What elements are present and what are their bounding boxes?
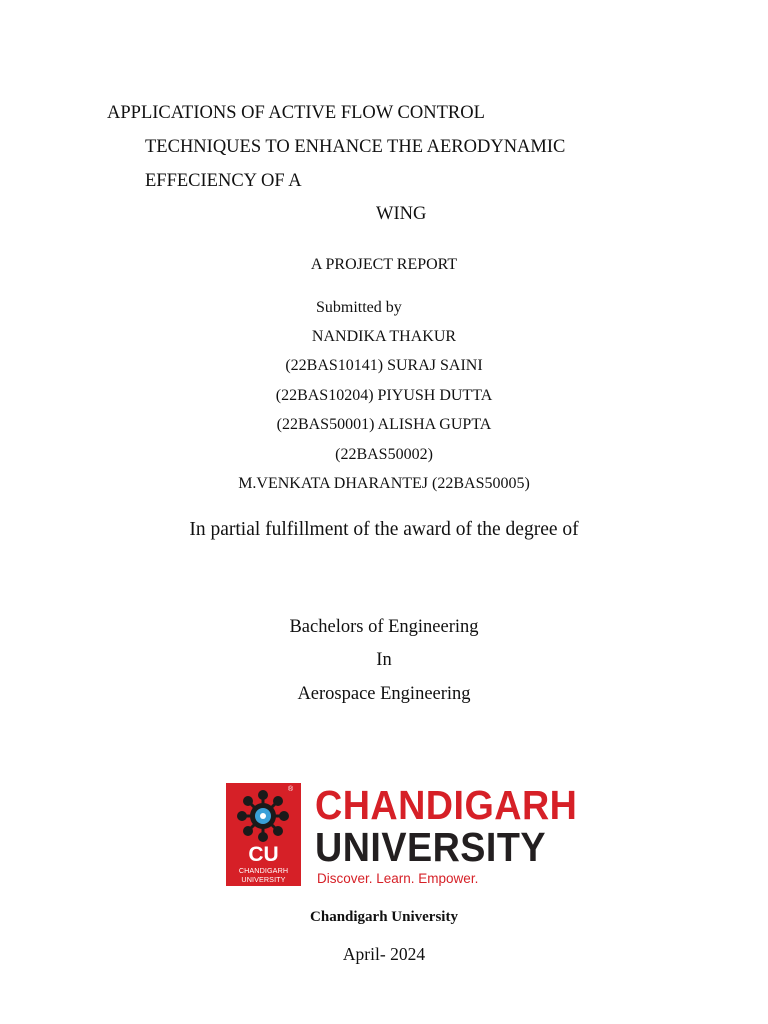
author-line-5: (22BAS50002)	[335, 446, 433, 463]
university-logo	[226, 782, 578, 886]
emblem-wheel-icon	[234, 787, 292, 845]
brand-line-2: UNIVERSITY	[315, 824, 546, 870]
degree-connector: In	[376, 650, 392, 670]
author-line-4: (22BAS50001) ALISHA GUPTA	[276, 416, 492, 433]
author-line-2: (22BAS10141) SURAJ SAINI	[285, 357, 483, 374]
degree-field: Aerospace Engineering	[297, 684, 471, 704]
title-line-2: TECHNIQUES TO ENHANCE THE AERODYNAMIC	[145, 137, 566, 157]
author-line-3: (22BAS10204) PIYUSH DUTTA	[275, 387, 493, 404]
title-line-3: EFFECIENCY OF A	[145, 171, 302, 191]
author-line-6: M.VENKATA DHARANTEJ (22BAS50005)	[238, 475, 530, 492]
report-type: A PROJECT REPORT	[310, 256, 458, 273]
fulfillment-statement: In partial fulfillment of the award of the degree of	[189, 519, 579, 540]
emblem-sub-line-1: CHANDIGARH	[238, 866, 289, 875]
cu-emblem	[226, 783, 301, 886]
brand-line-1: CHANDIGARH	[315, 782, 578, 828]
degree-name: Bachelors of Engineering	[289, 617, 479, 637]
report-date: April- 2024	[342, 944, 426, 964]
submitted-by-label: Submitted by	[316, 299, 402, 316]
emblem-sub-line-2: UNIVERSITY	[241, 875, 286, 884]
registered-mark: ®	[288, 786, 294, 793]
institution-name: Chandigarh University	[310, 909, 458, 925]
brand-tagline: Discover. Learn. Empower.	[317, 871, 479, 886]
emblem-cu-text: CU	[248, 843, 279, 866]
title-line-1: APPLICATIONS OF ACTIVE FLOW CONTROL	[107, 103, 485, 123]
title-line-4: WING	[376, 204, 427, 224]
author-line-1: NANDIKA THAKUR	[311, 328, 457, 345]
